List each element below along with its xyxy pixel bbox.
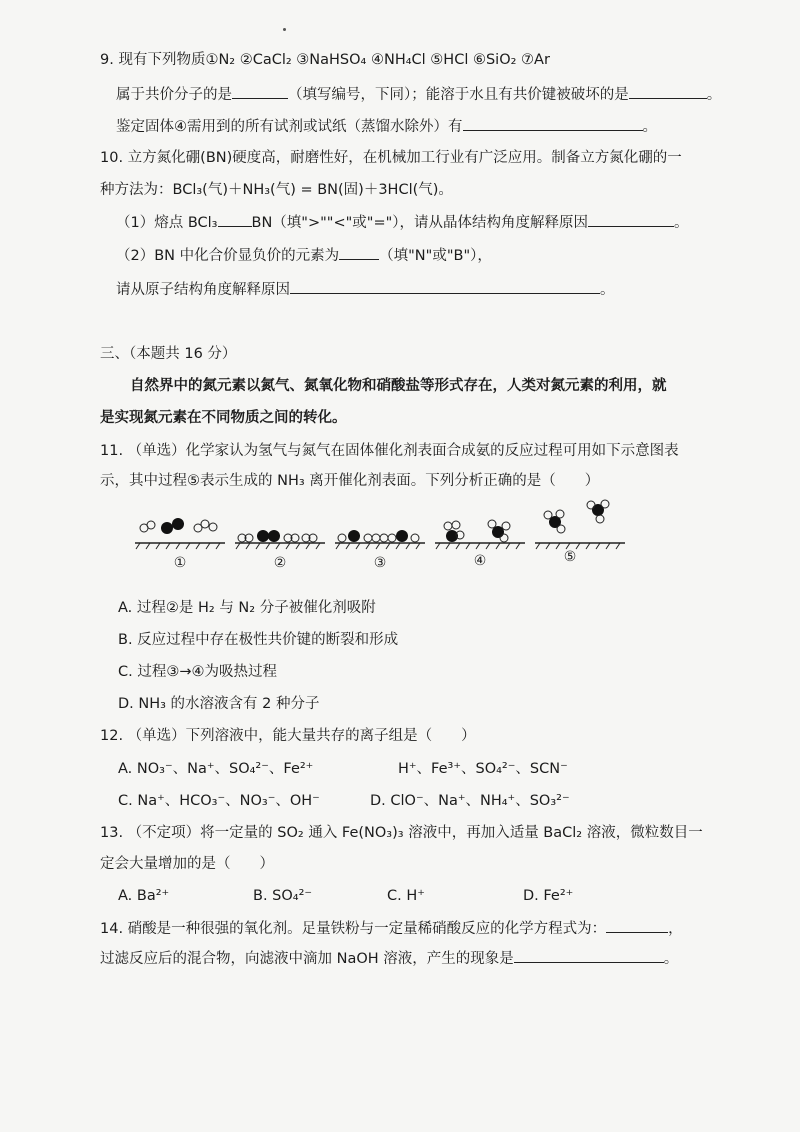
q9-reagent-blank[interactable] (463, 116, 643, 131)
q9-covalent-blank[interactable] (232, 84, 288, 99)
stage-label-4: ④ (473, 553, 487, 569)
q9-dissolve-blank[interactable] (629, 84, 707, 99)
q10-sub2-end: 。 (600, 282, 615, 298)
q14-equation-prompt: 14. 硝酸是一种很强的氧化剂。足量铁粉与一定量稀硝酸反应的化学方程式为： (100, 921, 607, 937)
q10-sub2-explain-blank[interactable] (290, 279, 600, 294)
stage-4-diagram (435, 520, 525, 549)
q10-sub1 (116, 212, 689, 233)
stage-label-2: ② (273, 555, 287, 571)
q9-covalent-prompt: 属于共价分子的是 (116, 87, 232, 103)
q12-option-a[interactable]: A. NO₃⁻、Na⁺、SO₄²⁻、Fe²⁺ (118, 761, 314, 777)
q10-sub1-prompt: （1）熔点 BCl₃ (116, 215, 218, 231)
stage-2-diagram (235, 530, 325, 549)
stage-label-1: ① (173, 555, 187, 571)
q13-option-c[interactable]: C. H⁺ (387, 888, 425, 904)
q10-sub1-explain-blank[interactable] (588, 212, 674, 227)
q10-sub2-prompt: （2）BN 中化合价显负价的元素为 (116, 248, 340, 264)
q10-sub2 (116, 245, 492, 266)
q10-sub1-compare-blank[interactable] (218, 212, 252, 227)
q10-sub1-end: 。 (674, 215, 689, 231)
q12-option-b[interactable]: H⁺、Fe³⁺、SO₄²⁻、SCN⁻ (398, 761, 568, 777)
q14-line1-end: ， (668, 921, 683, 937)
q9-line3-end: 。 (642, 119, 657, 135)
q9-reagent-prompt: 鉴定固体④需用到的所有试剂或试纸（蒸馏水除外）有 (116, 119, 463, 135)
stray-mark (283, 28, 286, 31)
stage-3-diagram (335, 530, 425, 549)
q12-option-d[interactable]: D. ClO⁻、Na⁺、NH₄⁺、SO₃²⁻ (370, 793, 570, 809)
q9-dissolve-prompt: （填写编号，下同）；能溶于水且有共价键被破坏的是 (288, 87, 629, 103)
section3-heading: 三、（本题共 16 分） (100, 346, 237, 362)
q11-option-c[interactable]: C. 过程③→④为吸热过程 (118, 664, 277, 680)
q11-option-d[interactable]: D. NH₃ 的水溶液含有 2 种分子 (118, 696, 320, 712)
q12-option-c[interactable]: C. Na⁺、HCO₃⁻、NO₃⁻、OH⁻ (118, 793, 320, 809)
q14-line2-end: 。 (663, 951, 679, 967)
section3-intro-line1: 自然界中的氮元素以氮气、氮氧化物和硝酸盐等形式存在，人类对氮元素的利用，就 (130, 378, 667, 394)
q11-option-b[interactable]: B. 反应过程中存在极性共价键的断裂和形成 (118, 632, 399, 648)
q13-option-a[interactable]: A. Ba²⁺ (118, 888, 170, 904)
q10-sub2-line2 (116, 279, 615, 300)
q11-stem-line1: 11. （单选）化学家认为氢气与氮气在固体催化剂表面合成氨的反应过程可用如下示意图表 (100, 443, 679, 459)
catalyst-process-diagram (130, 495, 630, 575)
q10-sub2-hint: （填"N"或"B"）， (379, 248, 492, 264)
q10-stem-line1: 10. 立方氮化硼(BN)硬度高，耐磨性好，在机械加工行业有广泛应用。制备立方氮化硼的一 (100, 150, 682, 166)
q10-sub2-explain-prompt: 请从原子结构角度解释原因 (116, 282, 290, 298)
q11-option-a[interactable]: A. 过程②是 H₂ 与 N₂ 分子被催化剂吸附 (118, 600, 376, 616)
q9-stem: 9. 现有下列物质①N₂ ②CaCl₂ ③NaHSO₄ ④NH₄Cl ⑤HCl ⑥SiO₂ ⑦Ar (100, 52, 550, 68)
q12-stem: 12. （单选）下列溶液中，能大量共存的离子组是（ ） (100, 728, 476, 744)
stage-label-3: ③ (373, 555, 387, 571)
q10-sub1-explain-prompt: BN（填">""<"或"="），请从晶体结构角度解释原因 (251, 215, 589, 231)
q13-stem-line1: 13. （不定项）将一定量的 SO₂ 通入 Fe(NO₃)₃ 溶液中，再加入适量 BaCl₂ 溶液，微粒数目一 (100, 825, 703, 841)
q11-stem-line2: 示，其中过程⑤表示生成的 NH₃ 离开催化剂表面。下列分析正确的是（ ） (100, 473, 600, 489)
q9-line3 (116, 116, 657, 137)
stage-5-diagram (535, 500, 625, 549)
q13-stem-line2: 定会大量增加的是（ ） (100, 856, 274, 872)
section3-intro-line2: 是实现氮元素在不同物质之间的转化。 (100, 410, 347, 426)
q14-phenomenon-prompt: 过滤反应后的混合物，向滤液中滴加 NaOH 溶液，产生的现象是 (100, 951, 514, 967)
q9-line2-end: 。 (706, 87, 722, 103)
q14-line2 (100, 948, 678, 969)
q14-line1 (100, 918, 683, 939)
q10-sub2-element-blank[interactable] (339, 245, 379, 260)
q13-option-b[interactable]: B. SO₄²⁻ (253, 888, 313, 904)
q10-stem-line2: 种方法为：BCl₃(气)＋NH₃(气) = BN(固)＋3HCl(气)。 (100, 182, 453, 198)
q13-option-d[interactable]: D. Fe²⁺ (523, 888, 574, 904)
stage-label-5: ⑤ (563, 549, 577, 565)
q14-equation-blank[interactable] (606, 918, 668, 933)
q9-line2 (116, 84, 721, 105)
q14-phenomenon-blank[interactable] (514, 948, 664, 963)
stage-1-diagram (135, 518, 225, 549)
